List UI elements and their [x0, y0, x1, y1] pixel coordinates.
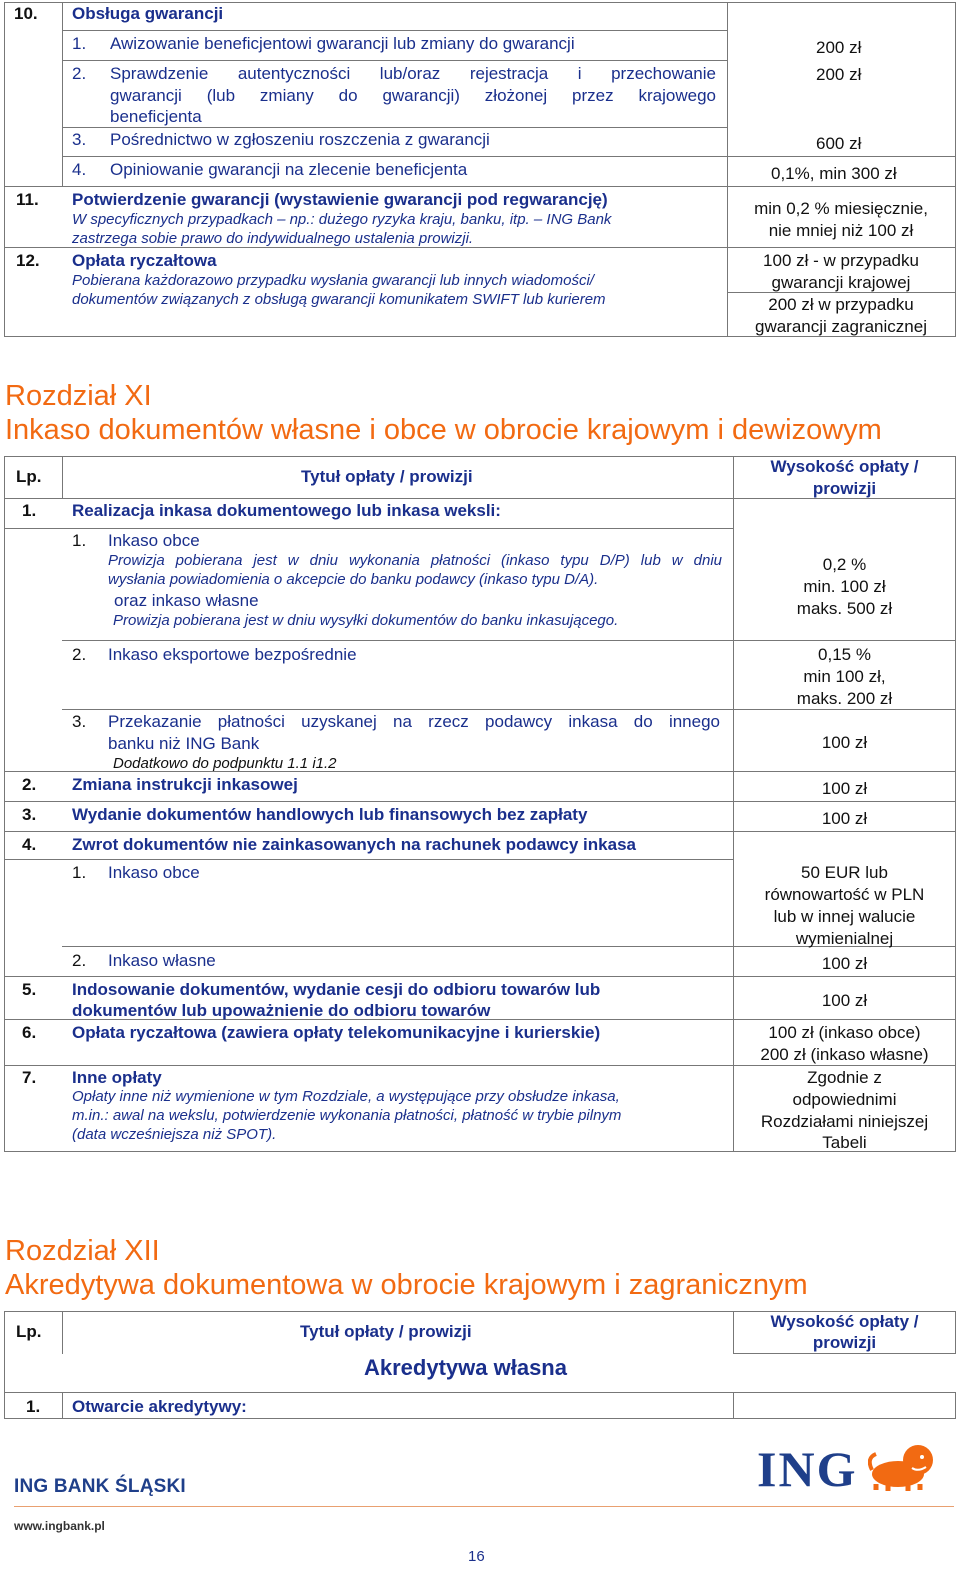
- row-title: Otwarcie akredytywy:: [72, 1397, 247, 1416]
- item-label-line: beneficjenta: [110, 107, 202, 126]
- fee-value: wymienialnej: [795, 929, 894, 948]
- fee-value: 100 zł - w przypadku: [763, 251, 919, 270]
- fee-value: odpowiednimi: [792, 1090, 897, 1109]
- item-label-line: gwarancji (lub zmiany do gwarancji) złożonej przez krajowego: [110, 86, 716, 105]
- item-note: Prowizja pobierana jest w dniu wykonania płatności (inkaso typu D/P) lub w dniu: [108, 552, 722, 569]
- fee-value: 200 zł: [816, 38, 862, 57]
- row-number: 6.: [22, 1023, 37, 1042]
- fee-value: 0,2 %: [822, 555, 867, 574]
- bank-url[interactable]: www.ingbank.pl: [14, 1519, 105, 1533]
- chapter-heading: Rozdział XII: [5, 1235, 160, 1267]
- fee-value: 100 zł: [821, 809, 868, 828]
- header-fee: prowizji: [812, 1333, 877, 1352]
- item-label: Awizowanie beneficjentowi gwarancji lub zmiany do gwarancji: [110, 34, 575, 53]
- item-label-line: banku niż ING Bank: [108, 734, 260, 753]
- row-title: Zwrot dokumentów nie zainkasowanych na rachunek podawcy inkasa: [72, 835, 636, 854]
- item-number: 2.: [72, 645, 87, 664]
- logo-text: ING: [757, 1441, 858, 1497]
- fee-value: maks. 500 zł: [796, 599, 893, 618]
- fee-value: 200 zł: [816, 65, 862, 84]
- fee-value: 100 zł: [821, 954, 868, 973]
- chapter-title: Akredytywa dokumentowa w obrocie krajowym i zagranicznym: [5, 1269, 808, 1301]
- item-number: 3.: [72, 712, 87, 731]
- fee-value: nie mniej niż 100 zł: [768, 221, 914, 240]
- lion-icon: [868, 1440, 944, 1492]
- fee-value: 100 zł: [821, 779, 868, 798]
- fee-value: 100 zł: [821, 991, 868, 1010]
- bank-name: ING BANK ŚLĄSKI: [14, 1476, 186, 1497]
- item-label: Inkaso własne: [108, 951, 216, 970]
- item-number: 1.: [72, 863, 87, 882]
- fee-value: gwarancji zagranicznej: [755, 317, 927, 336]
- header-fee: Wysokość opłaty /: [770, 457, 919, 476]
- item-note: Prowizja pobierana jest w dniu wysyłki dokumentów do banku inkasującego.: [113, 612, 619, 629]
- row-note: dokumentów związanych z obsługą gwarancji komunikatem SWIFT lub kurierem: [72, 291, 606, 308]
- row-title: Realizacja inkasa dokumentowego lub inkasa weksli:: [72, 501, 501, 520]
- fee-value: min 0,2 % miesięcznie,: [754, 199, 928, 218]
- item-number: 2.: [72, 64, 87, 83]
- fee-value: równowartość w PLN: [764, 885, 925, 904]
- row-number: 5.: [22, 980, 37, 999]
- item-label: Pośrednictwo w zgłoszeniu roszczenia z gwarancji: [110, 130, 490, 149]
- fee-value: 200 zł (inkaso własne): [760, 1045, 929, 1064]
- fee-value: 100 zł: [821, 733, 868, 752]
- row-number: 11.: [16, 190, 39, 209]
- item-number: 2.: [72, 951, 87, 970]
- subheading: Akredytywa własna: [364, 1355, 567, 1380]
- row-title: dokumentów lub upoważnienie do odbioru towarów: [72, 1001, 491, 1020]
- row-note: m.in.: awal na wekslu, potwierdzenie wykonania płatności, płatność w trybie pilnym: [72, 1107, 622, 1124]
- header-title: Tytuł opłaty / prowizji: [300, 1322, 472, 1341]
- fee-value: 600 zł: [816, 134, 862, 153]
- fee-value: 0,1%, min 300 zł: [771, 164, 897, 183]
- row-note: (data wcześniejsza niż SPOT).: [72, 1126, 277, 1143]
- item-label: Inkaso obce: [108, 863, 200, 882]
- row-number: 10.: [14, 4, 38, 23]
- item-note: wysłania powiadomienia o akcepcie do banku podawcy (inkaso typu D/A).: [108, 571, 599, 588]
- header-fee: Wysokość opłaty /: [770, 1312, 919, 1331]
- item-label: Opiniowanie gwarancji na zlecenie beneficjenta: [110, 160, 468, 179]
- fee-value: maks. 200 zł: [796, 689, 893, 708]
- fee-value: 200 zł w przypadku: [768, 295, 914, 314]
- item-note: Dodatkowo do podpunktu 1.1 i1.2: [113, 755, 337, 772]
- chapter-title: Inkaso dokumentów własne i obce w obrocie krajowym i dewizowym: [5, 414, 882, 446]
- fee-value: Zgodnie z: [807, 1068, 882, 1087]
- row-number: 1.: [22, 501, 37, 520]
- header-lp: Lp.: [16, 467, 42, 486]
- row-title: Wydanie dokumentów handlowych lub finansowych bez zapłaty: [72, 805, 588, 824]
- header-fee: prowizji: [812, 479, 877, 498]
- item-label: Inkaso obce: [108, 531, 200, 550]
- row-number: 7.: [22, 1068, 37, 1087]
- row-note: zastrzega sobie prawo do indywidualnego ustalenia prowizji.: [72, 230, 474, 247]
- item-number: 4.: [72, 160, 87, 179]
- row-number: 2.: [22, 775, 37, 794]
- fee-value: min 100 zł,: [803, 667, 886, 686]
- fee-value: 100 zł (inkaso obce): [768, 1023, 921, 1042]
- fee-value: min. 100 zł: [803, 577, 886, 596]
- row-title: Opłata ryczałtowa (zawiera opłaty telekomunikacyjne i kurierskie): [72, 1023, 601, 1042]
- item-label: Inkaso eksportowe bezpośrednie: [108, 645, 357, 664]
- item-number: 1.: [72, 531, 87, 550]
- header-title: Tytuł opłaty / prowizji: [301, 467, 473, 486]
- row-number: 1.: [26, 1397, 41, 1416]
- row-note: Pobierana każdorazowo przypadku wysłania gwarancji lub innych wiadomości/: [72, 272, 594, 289]
- row-title: Inne opłaty: [72, 1068, 162, 1087]
- chapter-heading: Rozdział XI: [5, 380, 152, 412]
- footer-divider: [14, 1506, 954, 1507]
- header-lp: Lp.: [16, 1322, 42, 1341]
- row-title: Zmiana instrukcji inkasowej: [72, 775, 298, 794]
- item-label-line: Przekazanie płatności uzyskanej na rzecz podawcy inkasa do innego: [108, 712, 720, 731]
- fee-value: lub w innej walucie: [773, 907, 916, 926]
- fee-value: 0,15 %: [818, 645, 871, 664]
- fee-value: Tabeli: [822, 1133, 867, 1152]
- item-label-line: Sprawdzenie autentyczności lub/oraz rejestracja i przechowanie: [110, 64, 716, 83]
- row-note: W specyficznych przypadkach – np.: dużego ryzyka kraju, banku, itp. – ING Bank: [72, 211, 612, 228]
- row-note: Opłaty inne niż wymienione w tym Rozdziale, a występujące przy obsłudze inkasa,: [72, 1088, 620, 1105]
- fee-value: gwarancji krajowej: [771, 273, 911, 292]
- row-title: Potwierdzenie gwarancji (wystawienie gwarancji pod regwarancję): [72, 190, 608, 209]
- row-number: 4.: [22, 835, 37, 854]
- fee-value: Rozdziałami niniejszej: [760, 1112, 929, 1131]
- item-number: 3.: [72, 130, 87, 149]
- row-number: 3.: [22, 805, 37, 824]
- row-number: 12.: [16, 251, 40, 270]
- page-number: 16: [468, 1548, 485, 1565]
- row-title: Obsługa gwarancji: [72, 4, 224, 23]
- item-number: 1.: [72, 34, 87, 53]
- row-title: Indosowanie dokumentów, wydanie cesji do odbioru towarów lub: [72, 980, 601, 999]
- fee-value: 50 EUR lub: [801, 863, 888, 882]
- item-label: oraz inkaso własne: [114, 591, 259, 610]
- row-title: Opłata ryczałtowa: [72, 251, 217, 270]
